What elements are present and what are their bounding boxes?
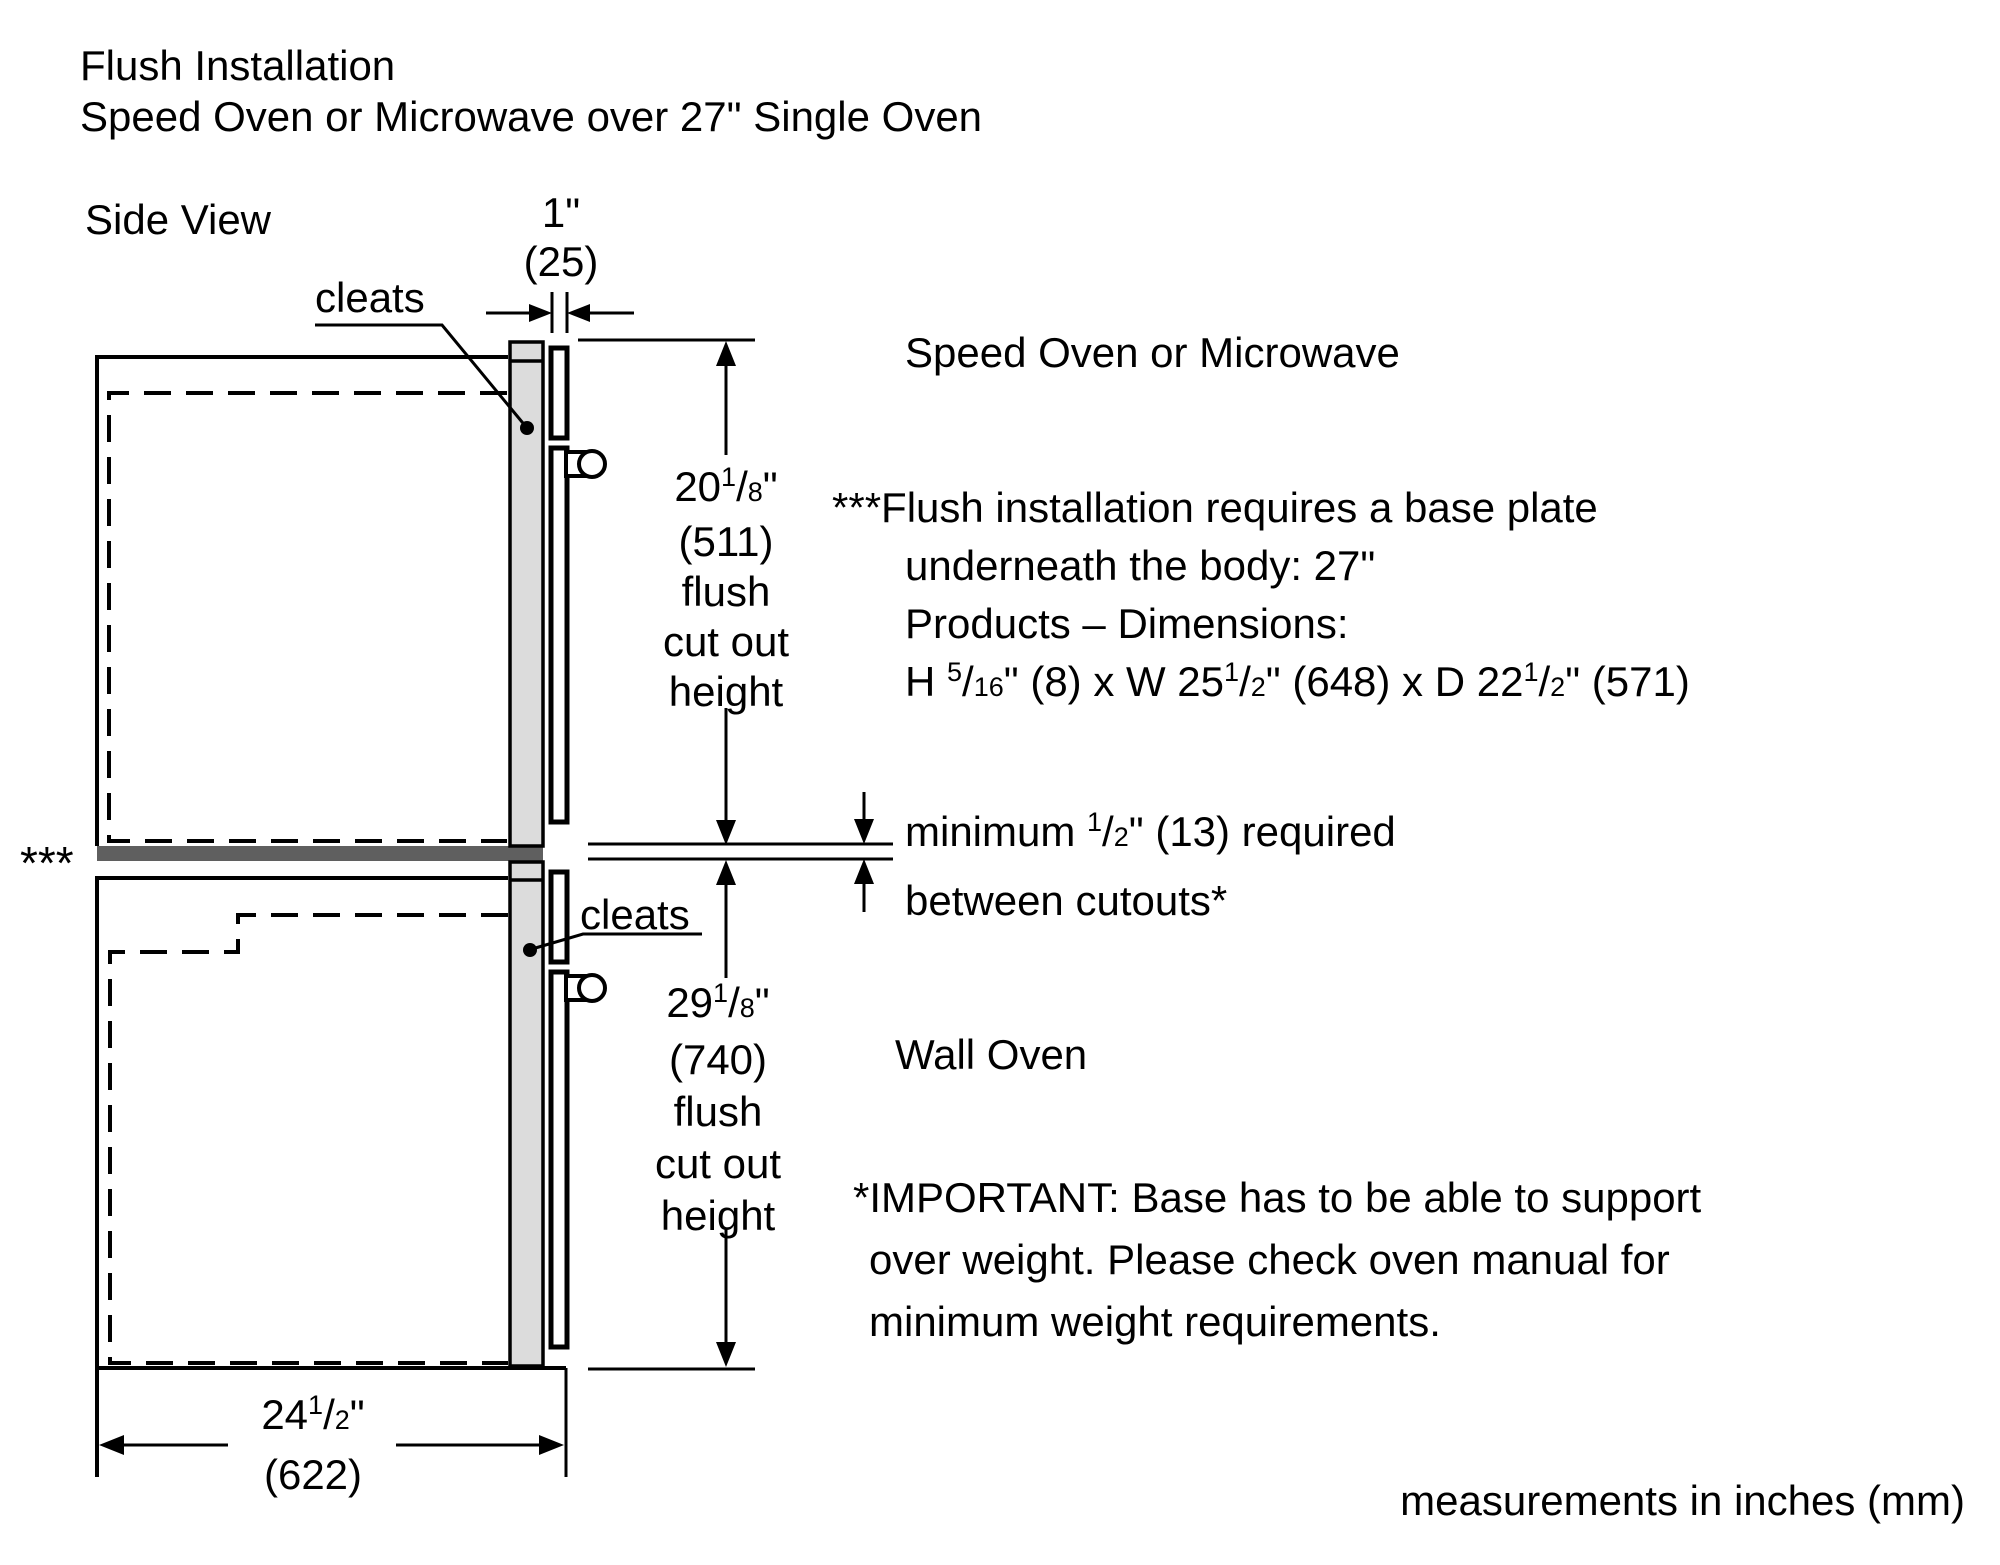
gap-note-line1: minimum $^1$/2" (13) required — [905, 807, 1396, 855]
top-dim-left-arrowhead — [529, 304, 552, 322]
important-note-line3: minimum weight requirements. — [869, 1298, 1441, 1345]
top-dim-mm: (25) — [523, 238, 599, 285]
upper-cabinet-outline — [97, 357, 508, 846]
bottom-dim-left-arrowhead — [99, 1435, 124, 1455]
lower-door-main-section — [551, 972, 567, 1347]
base-plate-asterisks: *** — [20, 837, 74, 889]
bottom-dim-right-arrowhead — [539, 1435, 564, 1455]
lower-dim-mm: (740) — [668, 1036, 768, 1083]
bottom-dim-mm: (622) — [263, 1451, 363, 1498]
upper-cleats-leader-line — [315, 325, 527, 428]
base-plate-note-line1 — [832, 479, 1690, 537]
upper-door-top-section — [551, 348, 567, 438]
lower-cleats-leader-dot — [523, 943, 537, 957]
top-dim-inches: 1" — [541, 189, 581, 236]
page-title-line2: Speed Oven or Microwave over 27" Single Oven — [80, 93, 983, 140]
page-title-line1: Flush Installation — [80, 42, 396, 89]
base-plate-note-dimensions: H $^5$/16" (8) x W $25^1/2$" (648) x D $22^1/2$" (571) — [905, 657, 1690, 705]
gap-arrowhead-down — [854, 819, 874, 844]
wall-oven-label: Wall Oven — [895, 1031, 1088, 1078]
important-note-line2: over weight. Please check oven manual for — [869, 1236, 1670, 1283]
lower-dim-inches: $29^1/8$" — [666, 978, 770, 1026]
lower-dim-label: $29^1/8$" (740) flush cut out height — [618, 977, 818, 1242]
upper-door-handle-knob — [579, 451, 605, 477]
lower-door-handle-knob — [579, 975, 605, 1001]
speed-oven-label: Speed Oven or Microwave — [905, 329, 1400, 376]
base-plate-note — [832, 479, 1690, 716]
bottom-dim-inches: $24^1/2$" — [261, 1390, 365, 1438]
gap-extension-lines — [588, 844, 893, 859]
lower-cabinet-outline — [97, 878, 508, 1477]
gap-note-line2: between cutouts* — [905, 877, 1228, 924]
upper-door-main-section — [551, 448, 567, 822]
base-plate-note-line2: underneath the body: 27" — [905, 542, 1376, 589]
upper-cabinet-dashed-cutout — [109, 393, 507, 841]
gap-note — [905, 800, 1396, 932]
base-plate-note-line3: Products – Dimensions: — [905, 600, 1349, 647]
upper-dim-arrowhead-down — [716, 820, 736, 845]
side-view-label: Side View — [85, 196, 272, 243]
top-dim-right-arrowhead — [567, 304, 590, 322]
upper-dim-inches: $20^1/8$" — [674, 462, 778, 510]
base-plate-note-line1-text: Flush installation requires a base plate — [881, 484, 1598, 531]
base-plate-bar — [97, 846, 543, 861]
important-note-line1: *IMPORTANT: Base has to be able to support — [853, 1174, 1702, 1221]
lower-dim-arrowhead-down — [716, 1342, 736, 1367]
upper-dim-mm: (511) — [678, 518, 774, 565]
top-dim-label — [481, 188, 641, 286]
top-dim-ticks — [552, 292, 567, 333]
lower-door-top-section — [551, 872, 567, 962]
base-plate-note-stars: *** — [832, 484, 882, 531]
upper-dim-arrowhead-up — [716, 341, 736, 366]
lower-cleat-panel — [510, 862, 543, 1366]
lower-cleats-label: cleats — [580, 891, 690, 938]
lower-cabinet-dashed-cutout — [110, 915, 508, 1363]
upper-cleats-label: cleats — [315, 274, 425, 321]
page-title — [80, 40, 982, 142]
upper-cleat-panel — [510, 342, 543, 846]
lower-dim-arrowhead-up — [716, 860, 736, 885]
upper-cleats-leader-dot — [520, 421, 534, 435]
upper-dim-label: $20^1/8$" (511) flush cut out height — [626, 462, 826, 717]
important-note — [853, 1167, 1701, 1353]
gap-arrowhead-up — [854, 859, 874, 884]
units-footnote: measurements in inches (mm) — [1400, 1477, 1965, 1524]
